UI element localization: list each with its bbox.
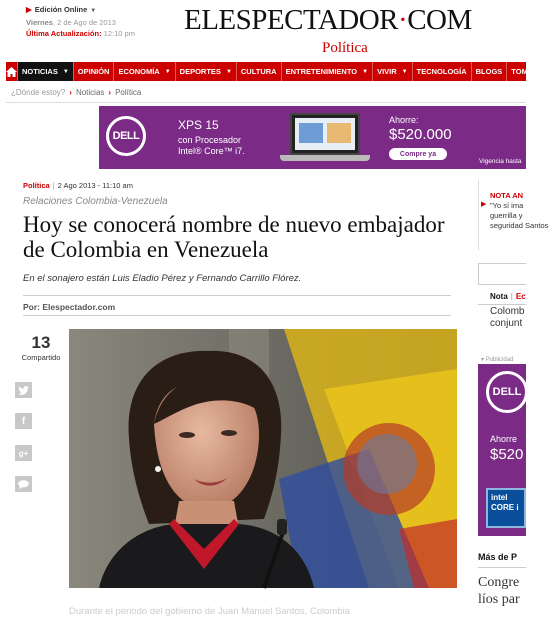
- comment-icon: [18, 480, 29, 489]
- more-section-title: Más de P: [478, 552, 518, 562]
- ad-model: XPS 15: [178, 118, 219, 132]
- divider: [478, 304, 526, 305]
- section-title: Política: [322, 40, 368, 56]
- nav-item-blogs[interactable]: [471, 62, 507, 81]
- home-icon: [6, 67, 17, 77]
- nav-item-cultura[interactable]: [236, 62, 281, 81]
- nav-label: DEPORTES: [179, 67, 221, 76]
- nav-item-noticias[interactable]: [17, 62, 73, 81]
- intel-badge: intel CORE i: [486, 488, 526, 528]
- dell-logo: DELL: [486, 371, 528, 413]
- tab-nota[interactable]: Nota: [490, 292, 508, 301]
- google-plus-share-button[interactable]: [15, 445, 32, 461]
- twitter-icon: [18, 386, 29, 395]
- dell-logo: DELL: [106, 116, 146, 156]
- ad-label-text: Publicidad: [485, 357, 514, 363]
- breadcrumb-item-politica[interactable]: Política: [115, 88, 142, 97]
- facebook-icon: f: [21, 415, 26, 427]
- note-text[interactable]: "Yo sí ima guerrilla y seguridad Santos: [490, 201, 549, 230]
- chevron-down-icon: ▾: [481, 357, 485, 363]
- current-date: [26, 18, 116, 27]
- comment-button[interactable]: [15, 476, 32, 492]
- nav-label: ENTRETENIMIENTO: [285, 67, 358, 76]
- nav-label: NOTICIAS: [22, 67, 58, 76]
- date-day: Viernes: [26, 18, 53, 27]
- divider: [6, 102, 526, 103]
- site-logo[interactable]: [184, 4, 472, 37]
- note-title[interactable]: NOTA AN: [490, 191, 524, 200]
- chevron-down-icon: ▼: [90, 8, 97, 14]
- tab-economia[interactable]: Ec: [515, 292, 526, 301]
- arrow-right-icon: ▶: [481, 201, 487, 208]
- nav-item-economia[interactable]: [113, 62, 174, 81]
- nav-label: BLOGS: [475, 67, 503, 76]
- nav-label: TECNOLOGÍA: [416, 67, 467, 76]
- article-headline: Hoy se conocerá nombre de nuevo embajador de Colombia en Venezuela: [23, 212, 445, 262]
- photo-portrait: [69, 329, 457, 588]
- ad-from-label: Ahorre: [490, 434, 518, 444]
- google-plus-icon: g+: [18, 448, 29, 458]
- nav-item-entretenimiento[interactable]: [281, 62, 373, 81]
- sidebar-ad[interactable]: [478, 364, 526, 536]
- divider: [23, 315, 451, 316]
- nav-label: VIVIR: [377, 67, 397, 76]
- buy-now-button[interactable]: Compre ya: [389, 148, 447, 160]
- home-button[interactable]: [6, 62, 17, 81]
- last-updated: [26, 29, 135, 38]
- chevron-right-icon: ›: [69, 88, 72, 97]
- chevron-right-icon: ›: [108, 88, 112, 97]
- divider: [23, 295, 451, 296]
- logo-text-main: ELESPECTADOR: [184, 4, 399, 36]
- divider: [478, 567, 526, 568]
- chevron-down-icon: ▼: [164, 68, 171, 75]
- ad-validity: Vigencia hasta: [479, 158, 522, 165]
- nav-label: TOMA L: [511, 67, 540, 76]
- updated-label: Última Actualización:: [26, 29, 102, 38]
- facebook-share-button[interactable]: [15, 413, 32, 429]
- article-lede: En el sonajero están Luis Eladio Pérez y Fernando Carrillo Flórez.: [23, 273, 302, 284]
- nav-label: CULTURA: [240, 67, 277, 76]
- sidebar-search-input[interactable]: [478, 263, 526, 285]
- logo-dot: ·: [398, 4, 408, 36]
- article-byline: [23, 302, 115, 312]
- share-label: Compartido: [21, 353, 61, 362]
- chevron-down-icon: ▼: [401, 68, 408, 75]
- more-story-link[interactable]: Congre líos par: [478, 575, 520, 607]
- banner-ad[interactable]: [99, 106, 526, 169]
- chevron-down-icon: ▼: [62, 68, 69, 75]
- nav-item-toma[interactable]: [506, 62, 543, 81]
- byline-source: Elespectador.com: [42, 302, 116, 312]
- breadcrumb: [11, 88, 141, 97]
- edition-selector[interactable]: [26, 5, 96, 14]
- breadcrumb-item-noticias[interactable]: Noticias: [75, 88, 105, 97]
- nav-item-deportes[interactable]: [175, 62, 236, 81]
- ad-from-label: Ahorre:: [389, 115, 419, 125]
- chevron-down-icon: ▼: [225, 68, 232, 75]
- article-category[interactable]: Política: [23, 181, 50, 190]
- date-rest: , 2 de Ago de 2013: [52, 18, 116, 27]
- chevron-down-icon: ▼: [362, 68, 369, 75]
- ad-price: $520.000: [389, 126, 452, 143]
- site-header: [0, 0, 526, 62]
- article-body-preview: Durante el periodo del gobierno de Juan Manuel Santos, Colombia: [69, 606, 350, 617]
- laptop-image: [277, 113, 373, 163]
- article-kicker: Relaciones Colombia-Venezuela: [23, 196, 168, 207]
- sidebar-story[interactable]: Colomb conjunt: [490, 306, 525, 329]
- article-meta: Política | 2 Ago 2013 - 11:10 am: [23, 181, 133, 190]
- breadcrumb-question: ¿Dónde estoy?: [11, 88, 66, 97]
- logo-text-com: COM: [407, 4, 472, 36]
- arrow-right-icon: ▶: [26, 5, 32, 14]
- article-datetime: 2 Ago 2013 - 11:10 am: [57, 181, 133, 190]
- nav-label: ECONOMÍA: [118, 67, 160, 76]
- updated-time: 12:10 pm: [103, 29, 135, 38]
- main-nav: [6, 62, 540, 81]
- ad-processor: con Procesador Intel® Core™ i7.: [178, 135, 245, 156]
- ad-label: [481, 356, 513, 363]
- share-count: 13: [31, 333, 51, 352]
- ad-price: $520: [490, 446, 524, 463]
- nav-item-tecnologia[interactable]: [412, 62, 471, 81]
- article-photo[interactable]: [69, 329, 457, 588]
- sidebar-tabs: Nota | Ec: [490, 292, 526, 301]
- nav-label: OPINIÓN: [77, 67, 110, 76]
- edition-label: Edición Online: [34, 5, 88, 14]
- nav-item-vivir[interactable]: [372, 62, 412, 81]
- nav-item-opinion[interactable]: [73, 62, 114, 81]
- twitter-share-button[interactable]: [15, 382, 32, 398]
- byline-label: Por:: [23, 302, 40, 312]
